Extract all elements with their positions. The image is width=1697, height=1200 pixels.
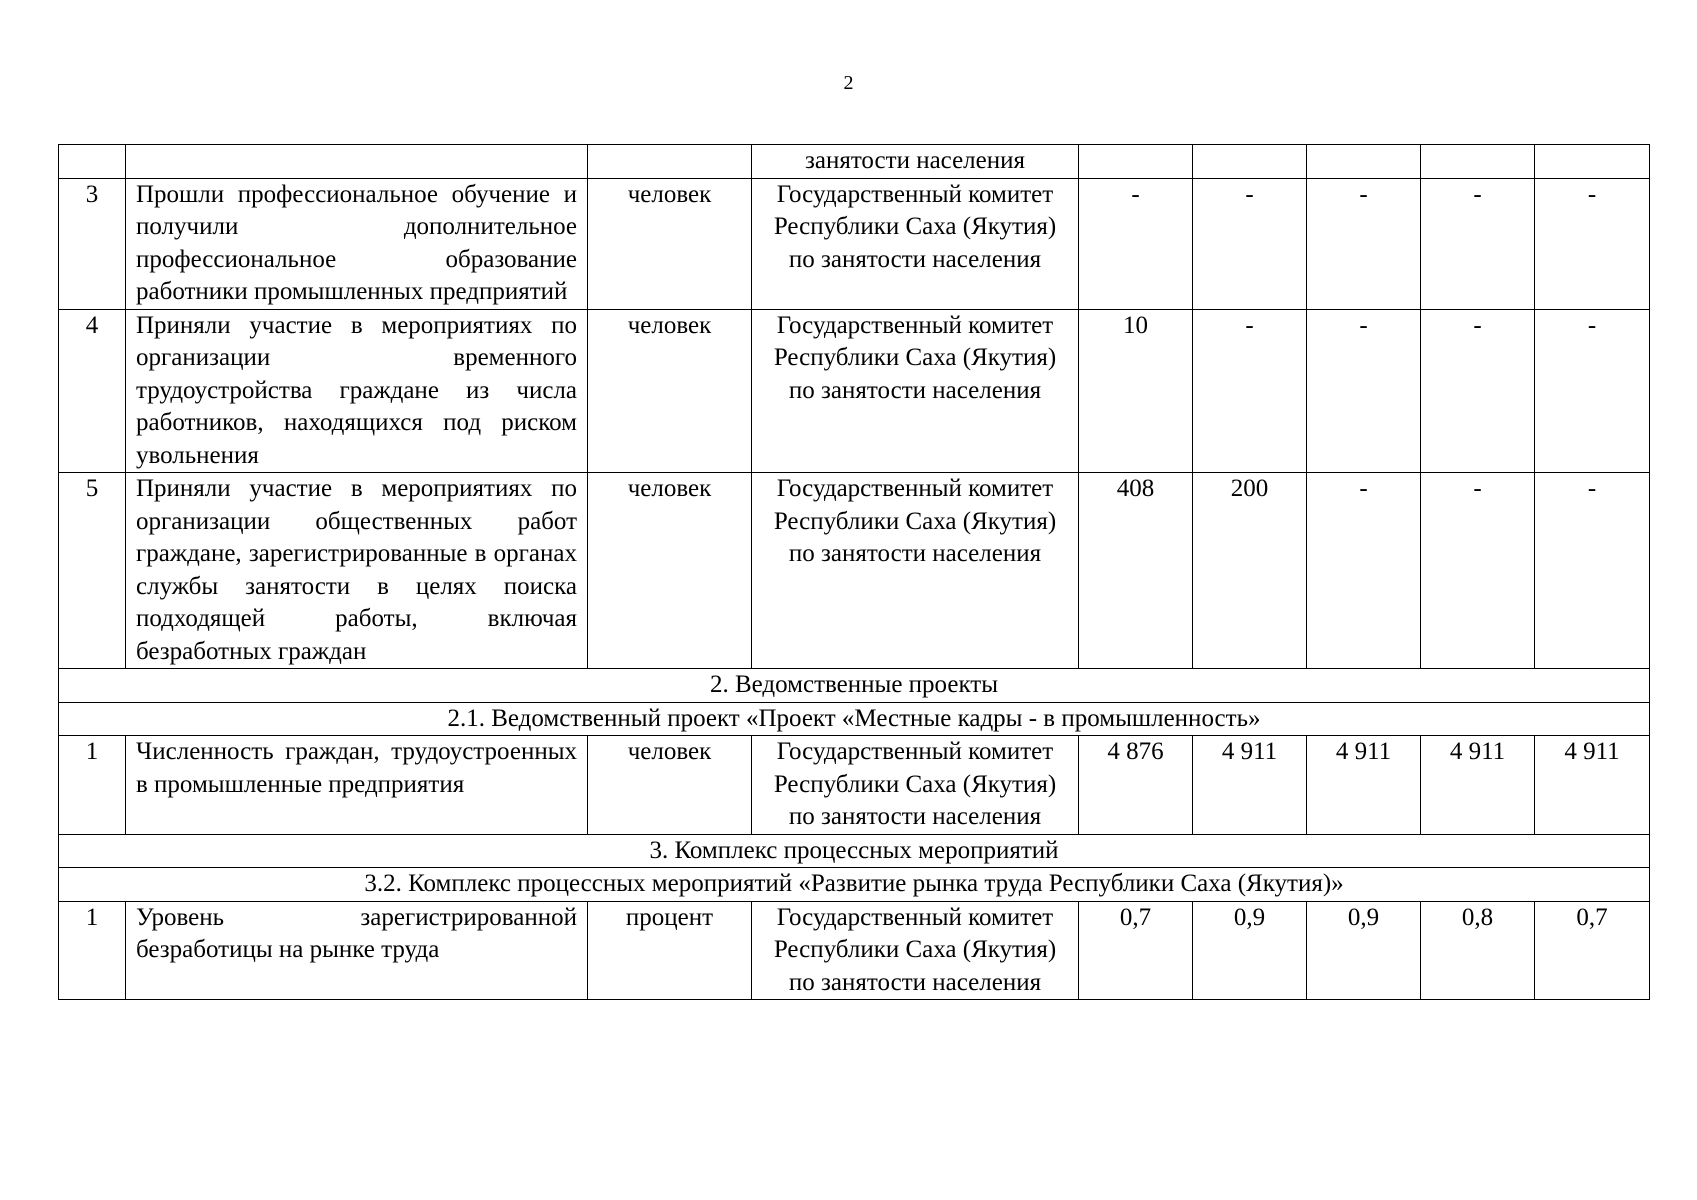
value-cell: - [1193,178,1307,309]
row-number: 4 [59,309,126,473]
row-number [59,145,126,179]
value-cell: - [1421,309,1535,473]
value-cell [1421,145,1535,179]
unit-cell: человек [588,178,752,309]
indicator-name: Уровень зарегистрированной безработицы на рынке труда [126,901,588,1000]
value-cell: 10 [1079,309,1193,473]
value-cell: 0,8 [1421,901,1535,1000]
row-number: 1 [59,901,126,1000]
row-number: 5 [59,473,126,669]
section-header-row [59,834,1650,868]
value-cell [1307,145,1421,179]
unit-cell: человек [588,473,752,669]
value-cell: - [1421,473,1535,669]
value-cell: - [1535,473,1650,669]
unit-cell [588,145,752,179]
responsible-org: Государственный комитет Республики Саха (Якутия) по занятости населения [752,473,1079,669]
value-cell: - [1307,473,1421,669]
value-cell: 0,9 [1193,901,1307,1000]
table-row-continuation [59,145,1650,179]
value-cell [1193,145,1307,179]
subsection-title: 2.1. Ведомственный проект «Проект «Местные кадры - в промышленность» [59,702,1650,736]
unit-cell: человек [588,309,752,473]
responsible-org: Государственный комитет Республики Саха (Якутия) по занятости населения [752,901,1079,1000]
page-number: 2 [843,72,854,94]
row-number: 1 [59,736,126,835]
indicator-name: Приняли участие в мероприятиях по организации временного трудоустройства граждане из числа работников, находящихся под риском увольнения [126,309,588,473]
value-cell: - [1193,309,1307,473]
section-title: 3. Комплекс процессных мероприятий [59,834,1650,868]
unit-cell: процент [588,901,752,1000]
value-cell: - [1535,178,1650,309]
value-cell: 408 [1079,473,1193,669]
value-cell: 4 911 [1421,736,1535,835]
subsection-title: 3.2. Комплекс процессных мероприятий «Развитие рынка труда Республики Саха (Якутия)» [59,868,1650,902]
subsection-header-row [59,868,1650,902]
table-row [59,736,1650,835]
responsible-org: Государственный комитет Республики Саха (Якутия) по занятости населения [752,309,1079,473]
value-cell: 4 911 [1535,736,1650,835]
value-cell: 0,7 [1535,901,1650,1000]
value-cell [1079,145,1193,179]
indicator-name: Приняли участие в мероприятиях по организации общественных работ граждане, зарегистрированные в органах службы занятости в целях поиска подходящей работы, включая безработных граждан [126,473,588,669]
responsible-org: занятости населения [752,145,1079,179]
value-cell: 0,7 [1079,901,1193,1000]
responsible-org: Государственный комитет Республики Саха (Якутия) по занятости населения [752,178,1079,309]
indicators-table [58,144,1650,1000]
section-title: 2. Ведомственные проекты [59,669,1650,703]
value-cell: - [1307,309,1421,473]
indicator-name: Прошли профессиональное обучение и получили дополнительное профессиональное образование работники промышленных предприятий [126,178,588,309]
value-cell: 200 [1193,473,1307,669]
unit-cell: человек [588,736,752,835]
section-header-row [59,669,1650,703]
indicator-name: Численность граждан, трудоустроенных в промышленные предприятия [126,736,588,835]
table-row [59,178,1650,309]
indicator-name [126,145,588,179]
value-cell: - [1421,178,1535,309]
value-cell: - [1535,309,1650,473]
table-row [59,309,1650,473]
value-cell: - [1307,178,1421,309]
value-cell: 4 911 [1193,736,1307,835]
value-cell: - [1079,178,1193,309]
value-cell: 4 911 [1307,736,1421,835]
table-row [59,901,1650,1000]
table-row [59,473,1650,669]
value-cell: 4 876 [1079,736,1193,835]
row-number: 3 [59,178,126,309]
responsible-org: Государственный комитет Республики Саха (Якутия) по занятости населения [752,736,1079,835]
value-cell [1535,145,1650,179]
subsection-header-row [59,702,1650,736]
value-cell: 0,9 [1307,901,1421,1000]
